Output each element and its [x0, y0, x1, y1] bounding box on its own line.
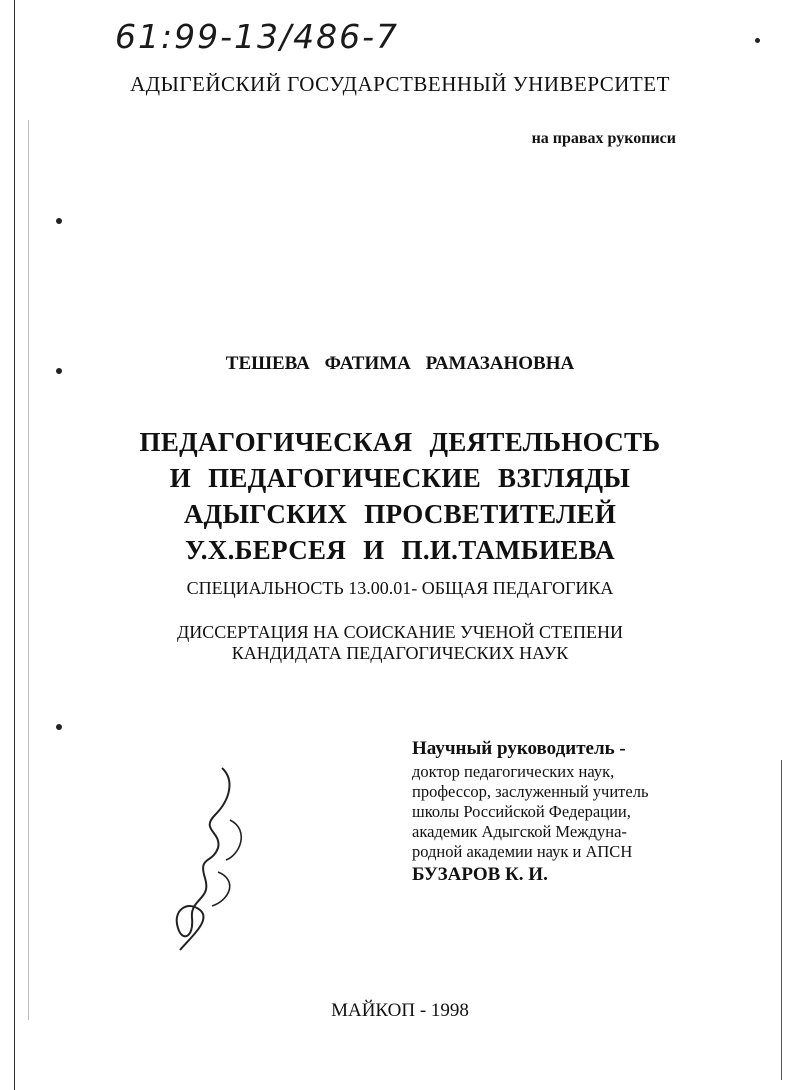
- scan-margin-line: [14, 0, 15, 1090]
- title-line: ПЕДАГОГИЧЕСКАЯ ДЕЯТЕЛЬНОСТЬ: [139, 427, 661, 457]
- title-line: АДЫГСКИХ ПРОСВЕТИТЕЛЕЙ: [183, 499, 617, 529]
- binding-hole-mark: [56, 218, 62, 224]
- archive-code-handwritten: 61:99-13/486-7: [115, 17, 400, 56]
- advisor-block: [412, 736, 712, 888]
- binding-hole-mark: [56, 724, 62, 730]
- university-name: АДЫГЕЙСКИЙ ГОСУДАРСТВЕННЫЙ УНИВЕРСИТЕТ: [130, 72, 670, 96]
- advisor-heading: Научный руководитель -: [412, 738, 626, 759]
- city-year: МАЙКОП - 1998: [331, 1000, 469, 1021]
- scan-margin-shadow: [28, 120, 29, 1020]
- advisor-credential: родной академии наук и АПСН: [412, 842, 633, 861]
- scan-speck: [755, 38, 760, 43]
- degree-statement-line: ДИССЕРТАЦИЯ НА СОИСКАНИЕ УЧЕНОЙ СТЕПЕНИ: [176, 622, 624, 642]
- handwritten-signature: [160, 760, 260, 960]
- title-line: У.Х.БЕРСЕЯ И П.И.ТАМБИЕВА: [185, 535, 615, 565]
- scan-right-edge-line: [781, 760, 782, 1080]
- dissertation-title: [40, 424, 760, 568]
- advisor-credential: академик Адыгской Междуна-: [412, 822, 627, 841]
- degree-statement-line: КАНДИДАТА ПЕДАГОГИЧЕСКИХ НАУК: [231, 643, 569, 663]
- title-line: И ПЕДАГОГИЧЕСКИЕ ВЗГЛЯДЫ: [169, 463, 631, 493]
- advisor-credential: профессор, заслуженный учитель: [412, 782, 649, 801]
- manuscript-rights-note: на правах рукописи: [531, 130, 676, 147]
- advisor-name: БУЗАРОВ К. И.: [412, 864, 548, 885]
- specialty-line: СПЕЦИАЛЬНОСТЬ 13.00.01- ОБЩАЯ ПЕДАГОГИКА: [186, 578, 614, 598]
- author-name: ТЕШЕВА ФАТИМА РАМАЗАНОВНА: [225, 353, 575, 374]
- degree-statement: [60, 622, 740, 664]
- advisor-credential: школы Российской Федерации,: [412, 802, 631, 821]
- advisor-credential: доктор педагогических наук,: [412, 762, 615, 781]
